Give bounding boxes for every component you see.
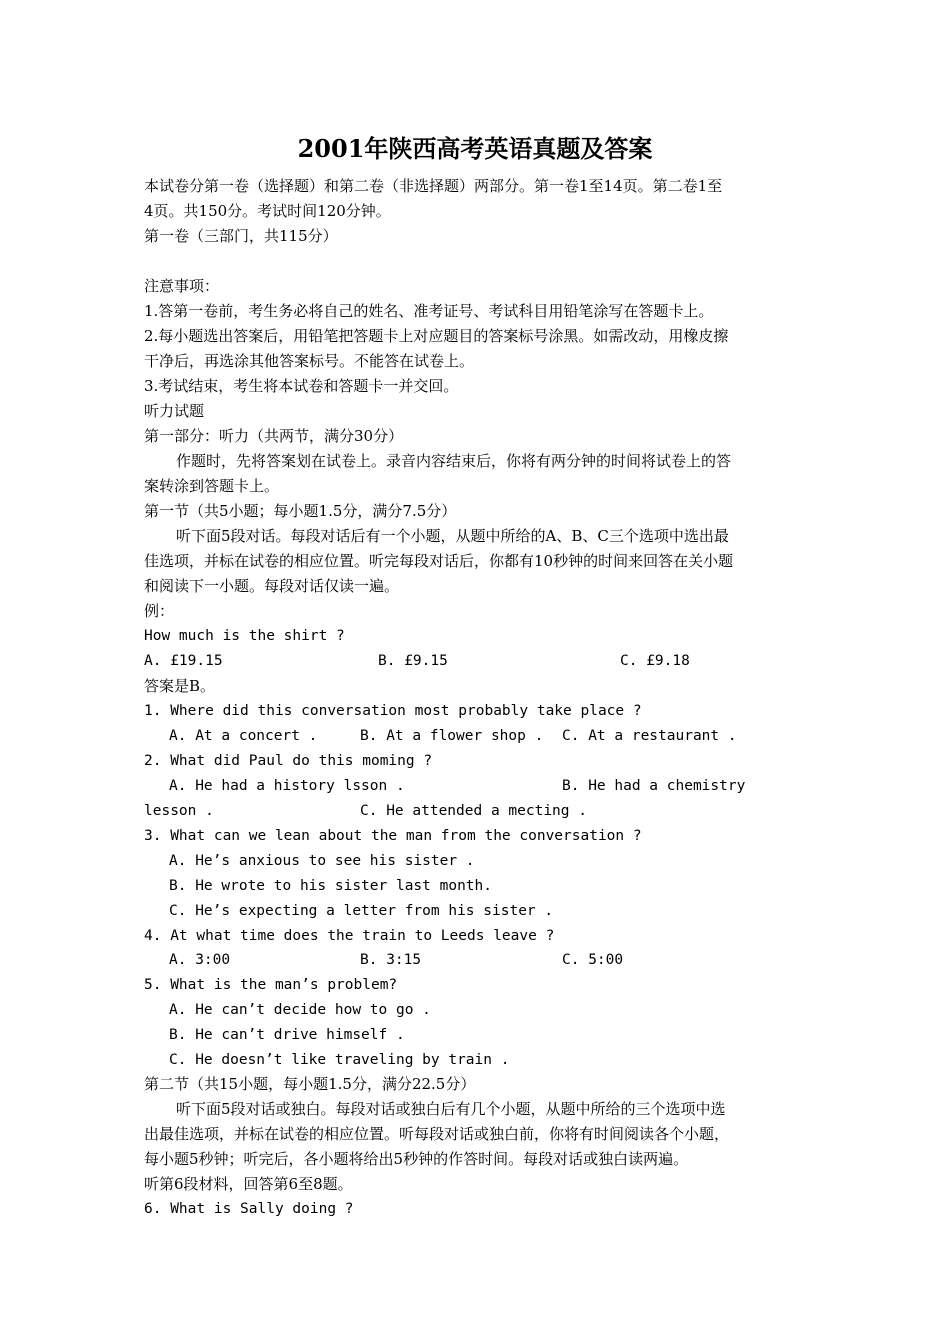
note-2: 2.每小题选出答案后，用铅笔把答题卡上对应题目的答案标号涂黑。如需改动，用橡皮擦 [144,327,729,345]
intro-line-3: 第一卷（三部门，共115分） [144,227,338,245]
q4-option-a: A. 3:00 [169,952,231,968]
question-6: 6. What is Sally doing ? [144,1201,354,1217]
listening-heading: 听力试题 [144,402,205,420]
question-4: 4. At what time does the train to Leeds leave ? [144,928,555,944]
q2-option-b-cont: lesson . [144,803,214,819]
section1-heading: 第一节（共5小题；每小题1.5分，满分7.5分） [144,502,457,520]
q2-option-a: A. He had a history lsson . [169,778,405,794]
question-2: 2. What did Paul do this moming ? [144,753,433,769]
q5-option-a: A. He can’t decide how to go . [169,1002,431,1018]
section1-instruction-2: 佳选项，并标在试卷的相应位置。听完每段对话后，你都有10秒钟的时间来回答在关小题 [144,552,734,570]
q3-option-a: A. He’s anxious to see his sister . [169,853,475,869]
section2-instruction-1: 听下面5段对话或独白。每段对话或独白后有几个小题，从题中所给的三个选项中选 [176,1100,726,1118]
note-2-cont: 干净后，再选涂其他答案标号。不能答在试卷上。 [144,352,475,370]
q1-option-a: A. At a concert . [169,728,318,744]
q4-option-c: C. 5:00 [562,952,624,968]
section2-heading: 第二节（共15小题，每小题1.5分，满分22.5分） [144,1075,476,1093]
q4-option-b: B. 3:15 [360,952,422,968]
part1-instruction-2: 案转涂到答题卡上。 [144,477,280,495]
note-1: 1.答第一卷前，考生务必将自己的姓名、准考证号、考试科目用铅笔涂写在答题卡上。 [144,302,714,320]
note-3: 3.考试结束，考生将本试卷和答题卡一并交回。 [144,377,459,395]
notes-heading: 注意事项： [144,277,220,295]
question-5: 5. What is the man’s problem? [144,977,398,993]
q1-option-c: C. At a restaurant . [562,728,737,744]
section2-instruction-2: 出最佳选项，并标在试卷的相应位置。听每段对话或独白前，你将有时间阅读各个小题， [144,1125,730,1143]
part1-heading: 第一部分：听力（共两节，满分30分） [144,427,404,445]
example-answer: 答案是B。 [144,677,216,695]
q3-option-c: C. He’s expecting a letter from his sister . [169,903,554,919]
q3-option-b: B. He wrote to his sister last month. [169,878,493,894]
example-option-b: B. £9.15 [378,653,448,669]
section2-instruction-3: 每小题5秒钟；听完后，各小题将给出5秒钟的作答时间。每段对话或独白读两遍。 [144,1150,689,1168]
question-3: 3. What can we lean about the man from the conversation ? [144,828,642,844]
example-question: How much is the shirt ? [144,628,345,644]
q2-option-c: C. He attended a mecting . [360,803,587,819]
section1-instruction-3: 和阅读下一小题。每段对话仅读一遍。 [144,577,400,595]
q1-option-b: B. At a flower shop . [360,728,544,744]
page-title: 2001年陕西高考英语真题及答案 [297,134,653,163]
part1-instruction-1: 作题时，先将答案划在试卷上。录音内容结束后，你将有两分钟的时间将试卷上的答 [176,452,732,470]
q5-option-b: B. He can’t drive himself . [169,1027,405,1043]
question-1: 1. Where did this conversation most probably take place ? [144,703,642,719]
q5-option-c: C. He doesn’t like traveling by train . [169,1052,510,1068]
section1-instruction-1: 听下面5段对话。每段对话后有一个小题，从题中所给的A、B、C三个选项中选出最 [176,527,729,545]
example-label: 例： [144,602,175,620]
q2-option-b: B. He had a chemistry [562,778,746,794]
example-option-a: A. £19.15 [144,653,223,669]
example-option-c: C. £9.18 [620,653,690,669]
intro-line-2: 4页。共150分。考试时间120分钟。 [144,202,391,220]
intro-line-1: 本试卷分第一卷（选择题）和第二卷（非选择题）两部分。第一卷1至14页。第二卷1至 [144,177,723,195]
material-note: 听第6段材料，回答第6至8题。 [144,1175,353,1193]
